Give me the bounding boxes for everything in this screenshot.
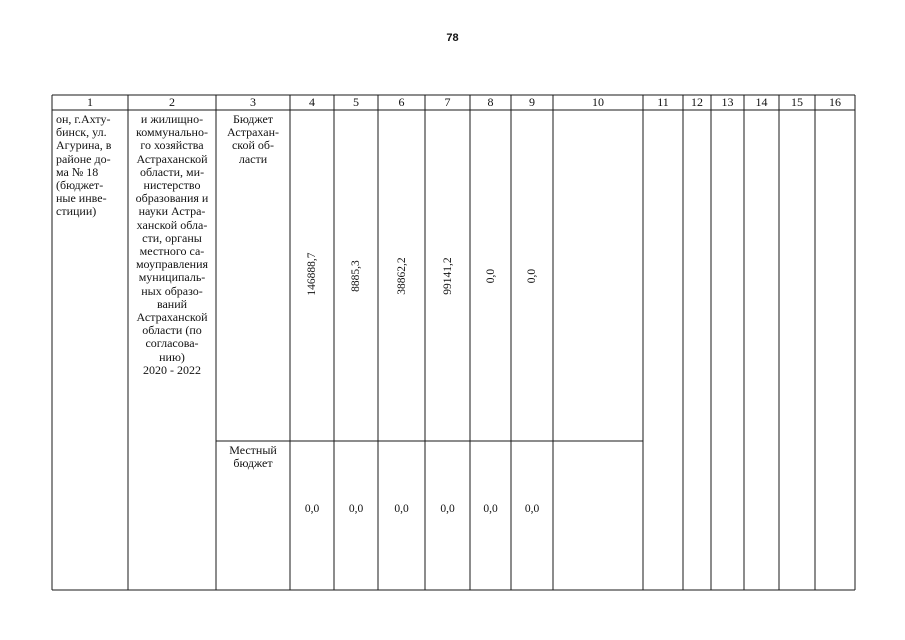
local-value-col-8: 0,0 bbox=[483, 503, 498, 515]
local-value-col-4: 0,0 bbox=[304, 503, 320, 515]
column-header-10: 10 bbox=[592, 95, 604, 109]
column-header-4: 4 bbox=[309, 95, 315, 109]
column-header-14: 14 bbox=[755, 95, 768, 109]
location-cell: он, г.Ахту- бинск, ул. Агурина, в районе до- ма № 18 (бюджет- ные инве- стиции) bbox=[56, 112, 112, 219]
column-header-11: 11 bbox=[657, 95, 669, 109]
column-header-5: 5 bbox=[353, 95, 359, 109]
local-value-col-5: 0,0 bbox=[348, 503, 364, 515]
column-header-15: 15 bbox=[791, 95, 803, 109]
regional-value-col-5: 8885,3 bbox=[350, 260, 362, 292]
local-value-col-6: 0,0 bbox=[394, 503, 409, 515]
column-header-3: 3 bbox=[250, 95, 256, 109]
funding-source-regional: Бюджет Астрахан- ской об- ласти bbox=[227, 112, 279, 166]
column-header-2: 2 bbox=[169, 95, 175, 109]
column-header-12: 12 bbox=[691, 95, 703, 109]
column-header-1: 1 bbox=[87, 95, 93, 109]
column-header-6: 6 bbox=[398, 95, 405, 109]
local-value-col-7: 0,0 bbox=[440, 503, 455, 515]
local-value-col-9: 0,0 bbox=[524, 503, 540, 515]
funding-source-local: Местный бюджет bbox=[229, 443, 277, 471]
regional-value-col-9: 0,0 bbox=[526, 268, 538, 284]
executor-cell: и жилищно- коммунально- го хозяйства Астраханской области, ми- нистерство образования и науки Астра- ханской обла- сти, органы местного са- моуправления муниципаль- ных образо- ваний Астраханской области (по согласова- нию) 2020 - 2022 bbox=[135, 112, 209, 377]
regional-value-col-8: 0,0 bbox=[484, 268, 497, 284]
column-header-7: 7 bbox=[444, 95, 451, 109]
column-header-9: 9 bbox=[529, 95, 535, 109]
regional-value-col-7: 99141,2 bbox=[441, 257, 454, 295]
column-header-13: 13 bbox=[721, 95, 734, 109]
regional-value-col-6: 38862,2 bbox=[395, 257, 408, 295]
column-header-16: 16 bbox=[829, 95, 841, 109]
page-number: 78 bbox=[446, 32, 459, 44]
column-header-8: 8 bbox=[487, 95, 494, 109]
regional-value-col-4: 146888,7 bbox=[306, 252, 318, 296]
